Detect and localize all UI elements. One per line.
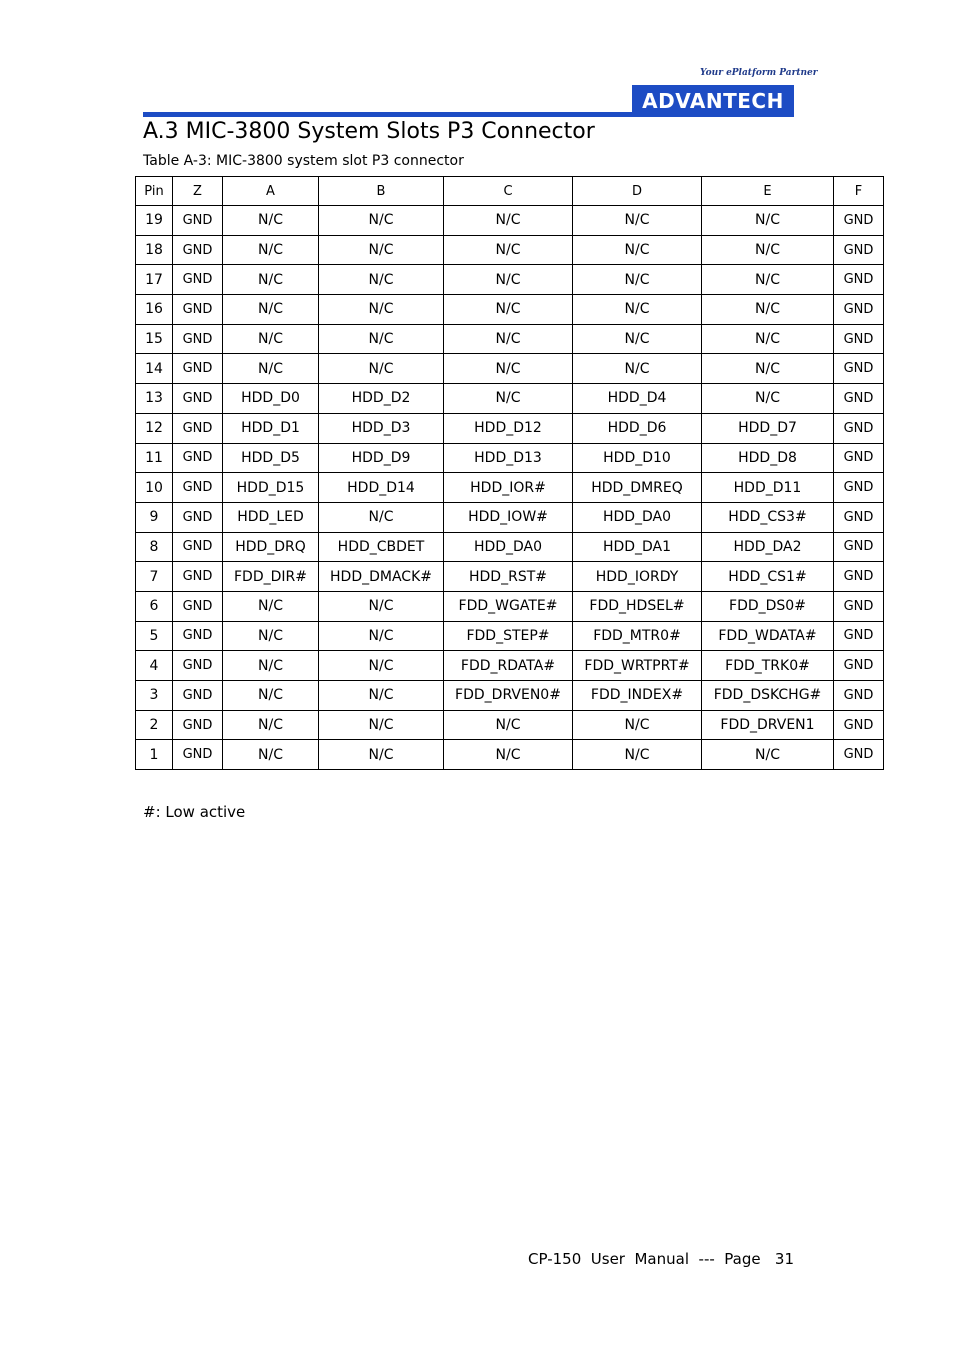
cell-pin: 18 (136, 235, 173, 265)
cell-pin: 1 (136, 740, 173, 770)
cell-z: GND (173, 354, 223, 384)
cell-a: HDD_D1 (223, 413, 319, 443)
cell-b: N/C (319, 265, 444, 295)
cell-d: HDD_D10 (573, 443, 702, 473)
cell-a: HDD_LED (223, 502, 319, 532)
cell-f: GND (834, 295, 884, 325)
cell-pin: 2 (136, 710, 173, 740)
table-header-row (136, 177, 884, 206)
cell-d: FDD_HDSEL# (573, 591, 702, 621)
table-row (136, 324, 884, 354)
cell-z: GND (173, 621, 223, 651)
cell-e: N/C (702, 384, 834, 414)
cell-f: GND (834, 354, 884, 384)
cell-d: FDD_MTR0# (573, 621, 702, 651)
cell-z: GND (173, 413, 223, 443)
cell-pin: 16 (136, 295, 173, 325)
cell-a: N/C (223, 295, 319, 325)
cell-pin: 10 (136, 473, 173, 503)
cell-c: N/C (444, 295, 573, 325)
cell-f: GND (834, 502, 884, 532)
cell-c: N/C (444, 384, 573, 414)
cell-f: GND (834, 206, 884, 236)
cell-z: GND (173, 324, 223, 354)
col-header-pin: Pin (136, 177, 173, 206)
cell-a: N/C (223, 235, 319, 265)
cell-e: N/C (702, 740, 834, 770)
cell-c: N/C (444, 354, 573, 384)
cell-d: HDD_IORDY (573, 562, 702, 592)
cell-b: N/C (319, 295, 444, 325)
col-header-f: F (834, 177, 884, 206)
col-header-d: D (573, 177, 702, 206)
cell-z: GND (173, 473, 223, 503)
cell-c: HDD_IOW# (444, 502, 573, 532)
section-title: A.3 MIC-3800 System Slots P3 Connector (143, 119, 595, 144)
cell-c: N/C (444, 710, 573, 740)
cell-z: GND (173, 532, 223, 562)
cell-c: N/C (444, 206, 573, 236)
pin-table (135, 176, 884, 770)
table-row (136, 591, 884, 621)
cell-b: HDD_D14 (319, 473, 444, 503)
header-rule (143, 112, 632, 117)
table-row (136, 502, 884, 532)
cell-b: N/C (319, 681, 444, 711)
col-header-e: E (702, 177, 834, 206)
cell-f: GND (834, 265, 884, 295)
cell-d: N/C (573, 235, 702, 265)
table-row (136, 295, 884, 325)
col-header-c: C (444, 177, 573, 206)
cell-z: GND (173, 562, 223, 592)
cell-b: HDD_CBDET (319, 532, 444, 562)
cell-b: N/C (319, 591, 444, 621)
cell-d: N/C (573, 740, 702, 770)
cell-a: N/C (223, 354, 319, 384)
cell-f: GND (834, 413, 884, 443)
cell-d: N/C (573, 354, 702, 384)
cell-d: HDD_D6 (573, 413, 702, 443)
cell-z: GND (173, 710, 223, 740)
cell-e: N/C (702, 295, 834, 325)
cell-d: N/C (573, 265, 702, 295)
cell-d: N/C (573, 710, 702, 740)
cell-z: GND (173, 651, 223, 681)
table-row (136, 651, 884, 681)
table-row (136, 562, 884, 592)
cell-f: GND (834, 621, 884, 651)
cell-b: N/C (319, 740, 444, 770)
cell-c: HDD_RST# (444, 562, 573, 592)
cell-a: HDD_D15 (223, 473, 319, 503)
cell-z: GND (173, 265, 223, 295)
cell-pin: 15 (136, 324, 173, 354)
cell-f: GND (834, 681, 884, 711)
cell-d: N/C (573, 295, 702, 325)
cell-b: N/C (319, 621, 444, 651)
col-header-b: B (319, 177, 444, 206)
cell-f: GND (834, 710, 884, 740)
cell-z: GND (173, 591, 223, 621)
cell-c: N/C (444, 235, 573, 265)
cell-d: N/C (573, 206, 702, 236)
cell-b: HDD_D2 (319, 384, 444, 414)
cell-a: HDD_D0 (223, 384, 319, 414)
cell-e: N/C (702, 265, 834, 295)
cell-e: HDD_CS3# (702, 502, 834, 532)
cell-b: N/C (319, 354, 444, 384)
cell-e: FDD_DRVEN1 (702, 710, 834, 740)
cell-f: GND (834, 324, 884, 354)
cell-a: N/C (223, 740, 319, 770)
cell-a: N/C (223, 591, 319, 621)
table-row (136, 413, 884, 443)
cell-f: GND (834, 443, 884, 473)
cell-pin: 13 (136, 384, 173, 414)
cell-e: HDD_D11 (702, 473, 834, 503)
cell-z: GND (173, 740, 223, 770)
cell-pin: 14 (136, 354, 173, 384)
cell-b: N/C (319, 324, 444, 354)
cell-z: GND (173, 295, 223, 325)
cell-pin: 5 (136, 621, 173, 651)
cell-c: FDD_RDATA# (444, 651, 573, 681)
cell-d: HDD_D4 (573, 384, 702, 414)
cell-pin: 3 (136, 681, 173, 711)
cell-d: HDD_DMREQ (573, 473, 702, 503)
cell-e: N/C (702, 354, 834, 384)
table-row (136, 443, 884, 473)
cell-pin: 12 (136, 413, 173, 443)
table-row (136, 710, 884, 740)
footnote: #: Low active (143, 803, 246, 821)
cell-b: N/C (319, 502, 444, 532)
cell-z: GND (173, 235, 223, 265)
cell-e: HDD_D8 (702, 443, 834, 473)
cell-c: HDD_D13 (444, 443, 573, 473)
cell-f: GND (834, 473, 884, 503)
cell-e: N/C (702, 206, 834, 236)
cell-b: N/C (319, 651, 444, 681)
cell-b: N/C (319, 206, 444, 236)
col-header-z: Z (173, 177, 223, 206)
cell-a: N/C (223, 651, 319, 681)
cell-c: N/C (444, 324, 573, 354)
cell-e: N/C (702, 324, 834, 354)
cell-f: GND (834, 384, 884, 414)
cell-c: N/C (444, 740, 573, 770)
cell-b: HDD_D3 (319, 413, 444, 443)
cell-f: GND (834, 740, 884, 770)
table-row (136, 473, 884, 503)
cell-pin: 19 (136, 206, 173, 236)
cell-c: FDD_STEP# (444, 621, 573, 651)
table-row (136, 384, 884, 414)
cell-a: FDD_DIR# (223, 562, 319, 592)
table-row (136, 354, 884, 384)
cell-pin: 9 (136, 502, 173, 532)
cell-z: GND (173, 681, 223, 711)
cell-a: HDD_D5 (223, 443, 319, 473)
cell-f: GND (834, 591, 884, 621)
cell-a: N/C (223, 324, 319, 354)
col-header-a: A (223, 177, 319, 206)
cell-e: HDD_CS1# (702, 562, 834, 592)
advantech-logo: ADVANTECH (632, 85, 794, 117)
cell-a: N/C (223, 621, 319, 651)
cell-c: HDD_D12 (444, 413, 573, 443)
cell-e: N/C (702, 235, 834, 265)
cell-c: FDD_DRVEN0# (444, 681, 573, 711)
cell-c: FDD_WGATE# (444, 591, 573, 621)
cell-e: FDD_DSKCHG# (702, 681, 834, 711)
cell-d: FDD_WRTPRT# (573, 651, 702, 681)
cell-f: GND (834, 651, 884, 681)
cell-d: FDD_INDEX# (573, 681, 702, 711)
cell-f: GND (834, 562, 884, 592)
cell-f: GND (834, 235, 884, 265)
cell-pin: 7 (136, 562, 173, 592)
cell-b: HDD_DMACK# (319, 562, 444, 592)
table-row (136, 265, 884, 295)
cell-a: N/C (223, 681, 319, 711)
cell-pin: 11 (136, 443, 173, 473)
cell-e: FDD_WDATA# (702, 621, 834, 651)
cell-e: HDD_D7 (702, 413, 834, 443)
cell-z: GND (173, 206, 223, 236)
cell-pin: 6 (136, 591, 173, 621)
table-caption: Table A-3: MIC-3800 system slot P3 connector (143, 153, 464, 169)
cell-a: N/C (223, 206, 319, 236)
cell-c: HDD_DA0 (444, 532, 573, 562)
table-body (136, 206, 884, 770)
cell-d: N/C (573, 324, 702, 354)
cell-b: N/C (319, 235, 444, 265)
page-footer: CP-150 User Manual --- Page 31 (528, 1250, 795, 1268)
table-row (136, 621, 884, 651)
cell-b: HDD_D9 (319, 443, 444, 473)
table-row (136, 532, 884, 562)
cell-pin: 8 (136, 532, 173, 562)
cell-z: GND (173, 443, 223, 473)
cell-c: N/C (444, 265, 573, 295)
cell-e: FDD_TRK0# (702, 651, 834, 681)
cell-a: HDD_DRQ (223, 532, 319, 562)
brand-tagline: Your ePlatform Partner (700, 68, 818, 78)
cell-d: HDD_DA0 (573, 502, 702, 532)
table-row (136, 681, 884, 711)
cell-b: N/C (319, 710, 444, 740)
cell-a: N/C (223, 265, 319, 295)
cell-e: FDD_DS0# (702, 591, 834, 621)
cell-pin: 4 (136, 651, 173, 681)
cell-f: GND (834, 532, 884, 562)
table-row (136, 206, 884, 236)
cell-c: HDD_IOR# (444, 473, 573, 503)
cell-z: GND (173, 502, 223, 532)
table-row (136, 235, 884, 265)
cell-pin: 17 (136, 265, 173, 295)
cell-a: N/C (223, 710, 319, 740)
cell-z: GND (173, 384, 223, 414)
table-row (136, 740, 884, 770)
cell-d: HDD_DA1 (573, 532, 702, 562)
cell-e: HDD_DA2 (702, 532, 834, 562)
